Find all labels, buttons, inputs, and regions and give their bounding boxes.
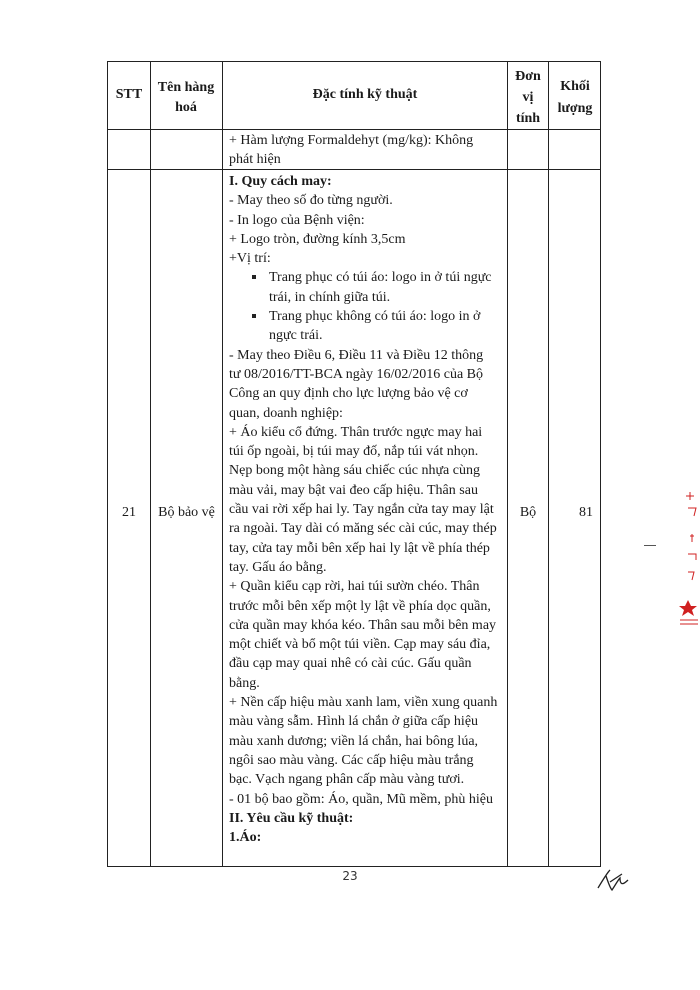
row-name: Bộ bảo vệ (158, 505, 215, 520)
spec-bullet-line (229, 307, 507, 326)
spec-line: trước mỗi bên xếp một ly lật về phía dọc quần, (229, 598, 491, 614)
spec-line: tư 08/2016/TT-BCA ngày 16/02/2016 của Bộ (229, 366, 484, 382)
spec-line: cửa quần may khóa kéo. Thân sau mỗi bên may (229, 617, 497, 633)
stamp-mark (672, 490, 700, 630)
spec-line: Nẹp bong một hàng sáu chiếc cúc nhựa cùng (229, 463, 480, 479)
header-qty: Khối lượng (557, 79, 593, 116)
col-border-unit (548, 61, 549, 867)
col-border-left (107, 61, 108, 867)
spec-line: màu xanh dương; viền lá chắn, hai bông lúa, (229, 733, 479, 749)
spec-line: bạc. Vạch ngang phân cấp màu vàng tươi. (229, 772, 465, 788)
spec-line: - In logo của Bệnh viện: (229, 212, 365, 228)
header-name: Tên hàng hoá (157, 80, 215, 115)
spec-heading: II. Yêu cầu kỹ thuật: (229, 810, 354, 826)
spec-line: màu vàng sẫm. Hình lá chắn ở giữa cấp hiệu (229, 714, 479, 730)
carry-line: phát hiện (229, 152, 281, 168)
spec-heading: 1.Áo: (229, 830, 262, 846)
spec-line: + Quần kiểu cạp rời, hai túi sườn chéo. Thân (229, 579, 480, 595)
bullet-icon (252, 275, 256, 279)
spec-line: - May theo Điều 6, Điều 11 và Điều 12 thông (229, 347, 484, 363)
spec-line: + Áo kiểu cổ đứng. Thân trước ngực may hai (229, 424, 483, 440)
spec-line: ngực trái. (269, 328, 323, 344)
spec-line: quan, doanh nghiệp: (229, 405, 343, 421)
spec-line-text: Trang phục không có túi áo: logo in ở (269, 309, 481, 325)
table-top-border (107, 61, 601, 62)
table-bottom-border (107, 866, 601, 867)
spec-line: cầu vai rời xếp hai ly. Tay ngắn cửa tay may lật (229, 502, 494, 518)
spec-heading: I. Quy cách may: (229, 174, 332, 189)
spec-line: bằng. (229, 675, 260, 691)
col-border-name (222, 61, 223, 867)
spec-bullet-line (229, 268, 507, 287)
spec-line: +Vị trí: (229, 251, 271, 267)
signature-mark (596, 868, 630, 894)
spec-line: - 01 bộ bao gồm: Áo, quần, Mũ mềm, phù hiệu (229, 791, 494, 807)
bullet-icon (252, 314, 256, 318)
spec-line-text: Trang phục có túi áo: logo in ở túi ngực (269, 270, 492, 286)
header-unit: Đơn vị tính (515, 69, 541, 126)
spec-line: - May theo số đo từng người. (229, 193, 393, 209)
row-stt: 21 (122, 505, 136, 520)
header-stt: STT (115, 87, 143, 102)
col-border-stt (150, 61, 151, 867)
spec-line: đầu cạp may quai nhê có cài cúc. Gấu quần (229, 656, 472, 672)
spec-line: ngôi sao màu vàng. Các cấp hiệu màu trắng (229, 752, 474, 768)
spec-line: một chiết và bổ một túi viền. Cạp may sáu đỉa, (229, 637, 491, 653)
header-spec: Đặc tính kỹ thuật (312, 87, 418, 102)
spec-line: + Logo tròn, đường kính 3,5cm (229, 231, 406, 247)
spec-line: màu vải, may bật vai đeo cấp hiệu. Thân sau (229, 482, 478, 498)
carry-row-spec (229, 131, 507, 170)
spec-line: tay, cửa tay mỗi bên xếp hai ly lật về phía thép (229, 540, 490, 556)
carry-line: + Hàm lượng Formaldehyt (mg/kg): Không (229, 133, 474, 148)
header-bottom-border (107, 129, 601, 130)
col-border-right (600, 61, 601, 867)
spec-line: trái, in chính giữa túi. (269, 289, 391, 305)
col-border-spec (507, 61, 508, 867)
row-qty: 81 (579, 505, 593, 520)
spec-line: túi ốp ngoài, bị túi may đố, nắp túi vát nhọn. (229, 444, 479, 460)
page-number: 23 (342, 869, 358, 883)
spec-line: tay. Gấu áo bằng. (229, 559, 327, 575)
spec-line: ra ngoài. Tay dài có măng séc cài cúc, may thép (229, 521, 497, 537)
stamp-dash (644, 545, 656, 546)
row-spec (229, 172, 507, 847)
spec-line: + Nền cấp hiệu màu xanh lam, viền xung quanh (229, 695, 498, 711)
spec-line: Công an quy định cho lực lượng bảo vệ cơ (229, 386, 468, 402)
row-unit: Bộ (519, 505, 537, 520)
